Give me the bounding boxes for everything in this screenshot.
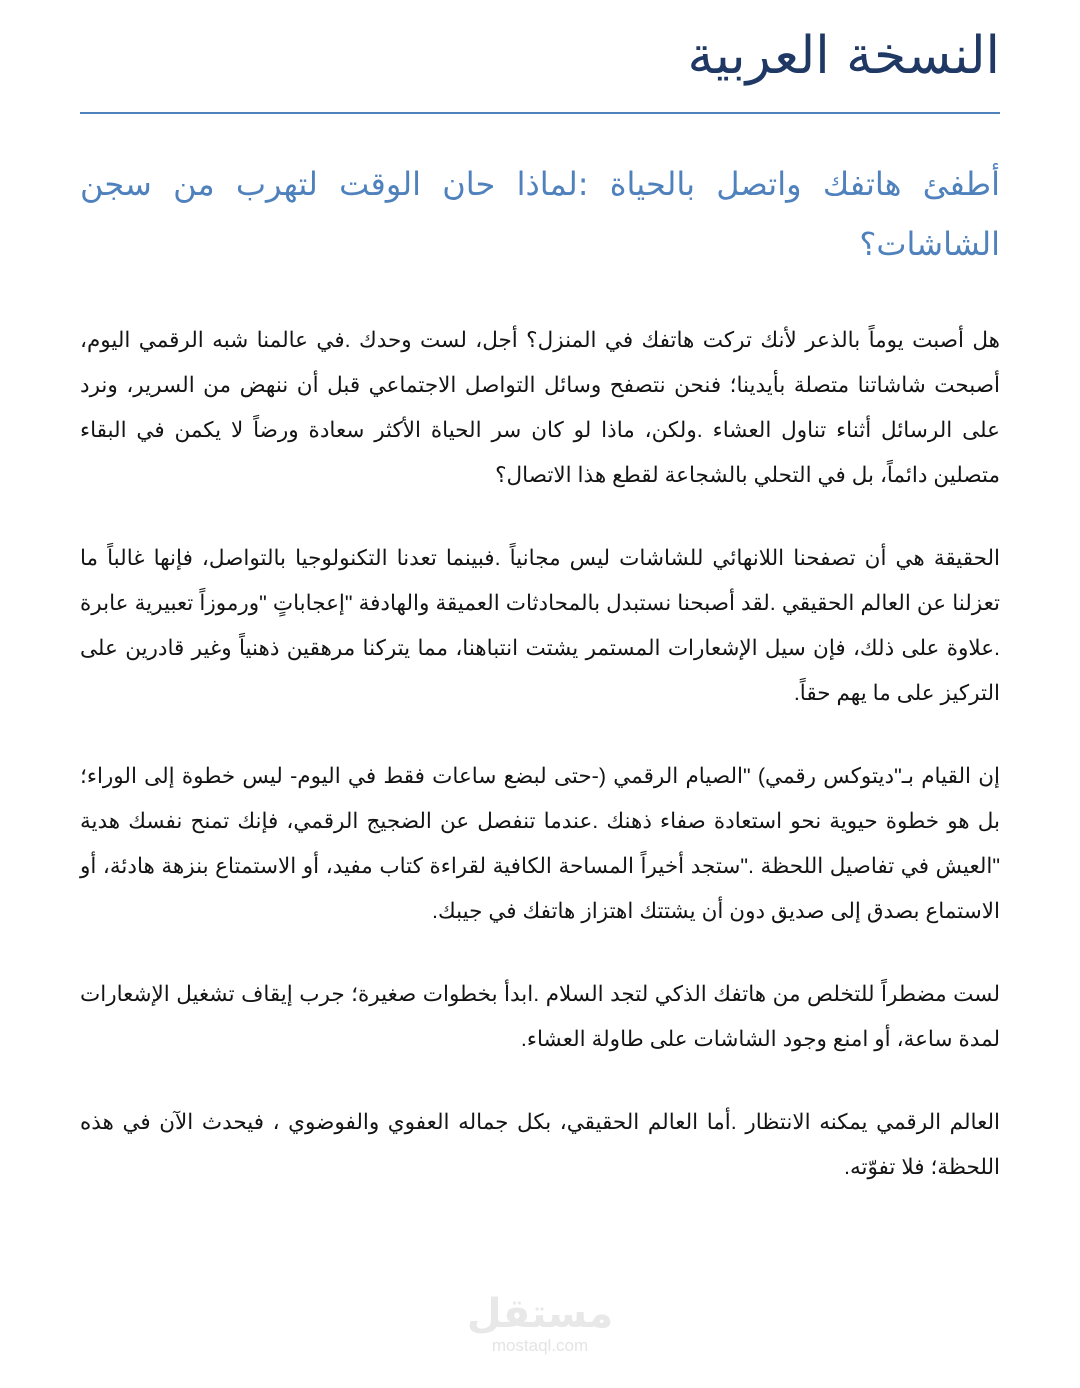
title-divider xyxy=(80,112,1000,114)
watermark-logo-text: مستقل xyxy=(466,1291,614,1337)
page-title: النسخة العربية xyxy=(687,26,1000,86)
body-paragraph-2: الحقيقة هي أن تصفحنا اللانهائي للشاشات ليس مجانياً .فبينما تعدنا التكنولوجيا بالتواصل، فإنها غالباً ما تعزلنا عن العالم الحقيقي .لقد أصبحنا نستبدل بالمحادثات العميقة والهادفة "إعجاباتٍ "ورموزاً تعبيرية عابرة .علاوة على ذلك، فإن سيل الإشعارات المستمر يشتت انتباهنا، مما يتركنا مرهقين ذهنياً وغير قادرين على التركيز على ما يهم حقاً. xyxy=(80,546,1000,705)
article-subtitle: أطفئ هاتفك واتصل بالحياة :لماذا حان الوقت لتهرب من سجن الشاشات؟ xyxy=(80,165,1000,263)
document-page xyxy=(80,0,1000,1190)
body-paragraph-3: إن القيام بـ"ديتوكس رقمي) "الصيام الرقمي (-حتى لبضع ساعات فقط في اليوم- ليس خطوة إلى الوراء؛ بل هو خطوة حيوية نحو استعادة صفاء ذهنك .عندما تنفصل عن الضجيج الرقمي، فإنك تمنح نفسك هدية "العيش في تفاصيل اللحظة ."ستجد أخيراً المساحة الكافية لقراءة كتاب مفيد، أو الاستمتاع بنزهة هادئة، أو الاستماع بصدق إلى صديق دون أن يشتتك اهتزاز هاتفك في جيبك. xyxy=(80,764,1000,923)
body-paragraph-1: هل أصبت يوماً بالذعر لأنك تركت هاتفك في المنزل؟ أجل، لست وحدك .في عالمنا شبه الرقمي اليوم، أصبحت شاشاتنا متصلة بأيدينا؛ فنحن نتصفح وسائل التواصل الاجتماعي قبل أن ننهض من السرير، ونرد على الرسائل أثناء تناول العشاء .ولكن، ماذا لو كان سر الحياة الأكثر سعادة ورضاً لا يكمن في البقاء متصلين دائماً، بل في التحلي بالشجاعة لقطع هذا الاتصال؟ xyxy=(80,328,1000,487)
body-paragraph-4: لست مضطراً للتخلص من هاتفك الذكي لتجد السلام .ابدأ بخطوات صغيرة؛ جرب إيقاف تشغيل الإشعارات لمدة ساعة، أو امنع وجود الشاشات على طاولة العشاء. xyxy=(80,982,1000,1051)
mostaql-watermark xyxy=(0,1292,1080,1356)
watermark-url: mostaql.com xyxy=(491,1336,589,1355)
body-paragraph-5: العالم الرقمي يمكنه الانتظار .أما العالم الحقيقي، بكل جماله العفوي والفوضوي ، فيحدث الآن في هذه اللحظة؛ فلا تفوّته. xyxy=(80,1110,1000,1179)
